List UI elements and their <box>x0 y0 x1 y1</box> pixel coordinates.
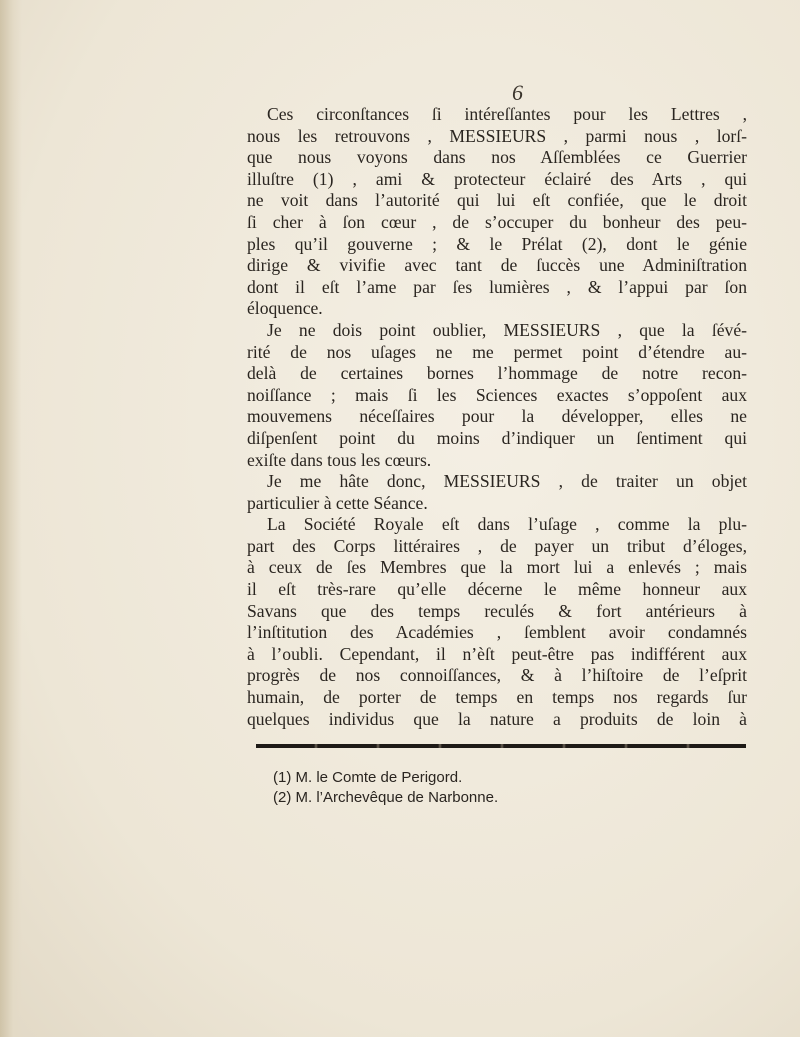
footnotes <box>273 768 498 808</box>
text-line: que nous voyons dans nos Aſſemblées ce Guerrier <box>247 147 747 168</box>
footnote-1: (1) M. le Comte de Perigord. <box>273 769 463 786</box>
text-line: ne voit dans l’autorité qui lui eſt confiée, que le droit <box>247 190 747 211</box>
text-line: noiſſance ; mais ſi les Sciences exactes s’oppoſent aux <box>247 384 747 405</box>
text-line: dirige & vivifie avec tant de ſuccès une Adminiſtration <box>247 255 747 276</box>
text-line: part des Corps littéraires , de payer un tribut d’éloges, <box>247 535 747 556</box>
text-line: delà de certaines bornes l’hommage de notre recon- <box>247 363 747 384</box>
text-line: il eſt très-rare qu’elle décerne le même honneur aux <box>247 579 747 600</box>
main-text <box>247 104 747 730</box>
text-line: diſpenſent point du moins d’indiquer un ſentiment qui <box>247 427 747 448</box>
text-line: à ceux de ſes Membres que la mort lui a enlevés ; mais <box>247 557 747 578</box>
footnote-2: (2) M. l’Archevêque de Narbonne. <box>273 789 499 806</box>
text-line: Ces circonſtances ſi intéreſſantes pour les Lettres , <box>267 104 747 124</box>
text-line: Savans que des temps reculés & fort antérieurs à <box>247 600 747 621</box>
footnote-separator-rule <box>256 744 746 748</box>
page-gutter-shadow <box>0 0 22 1037</box>
text-line: rité de nos uſages ne me permet point d’étendre au- <box>247 341 747 362</box>
text-line: ſi cher à ſon cœur , de s’occuper du bonheur des peu- <box>247 211 747 232</box>
text-line: particulier à cette Séance. <box>247 492 428 513</box>
text-line: quelques individus que la nature a produits de loin à <box>247 708 747 729</box>
text-line: ples qu’il gouverne ; & le Prélat (2), dont le génie <box>247 233 747 254</box>
text-line: illuſtre (1) , ami & protecteur éclairé des Arts , qui <box>247 168 747 189</box>
text-line: dont il eſt l’ame par ſes lumières , & l’appui par ſon <box>247 276 747 297</box>
text-line: La Société Royale eſt dans l’uſage , comme la plu- <box>267 514 747 535</box>
text-line: Je me hâte donc, MESSIEURS , de traiter un objet <box>267 471 747 492</box>
text-line: éloquence. <box>247 298 323 319</box>
text-line: à l’oubli. Cependant, il n’èſt peut-être pas indifférent aux <box>247 643 747 664</box>
text-line: mouvemens néceſſaires pour la développer, elles ne <box>247 406 747 427</box>
text-line: exiſte dans tous les cœurs. <box>247 449 432 470</box>
text-line: Je ne dois point oublier, MESSIEURS , que la ſévé- <box>267 319 747 340</box>
text-line: humain, de porter de temps en temps nos regards ſur <box>247 687 747 708</box>
text-line: progrès de nos connoiſſances, & à l’hiſtoire de l’eſprit <box>247 665 747 686</box>
text-line: l’inſtitution des Académies , ſemblent avoir condamnés <box>247 622 747 643</box>
text-line: nous les retrouvons , MESSIEURS , parmi nous , lorſ- <box>247 125 747 146</box>
page-number: 6 <box>512 80 523 105</box>
